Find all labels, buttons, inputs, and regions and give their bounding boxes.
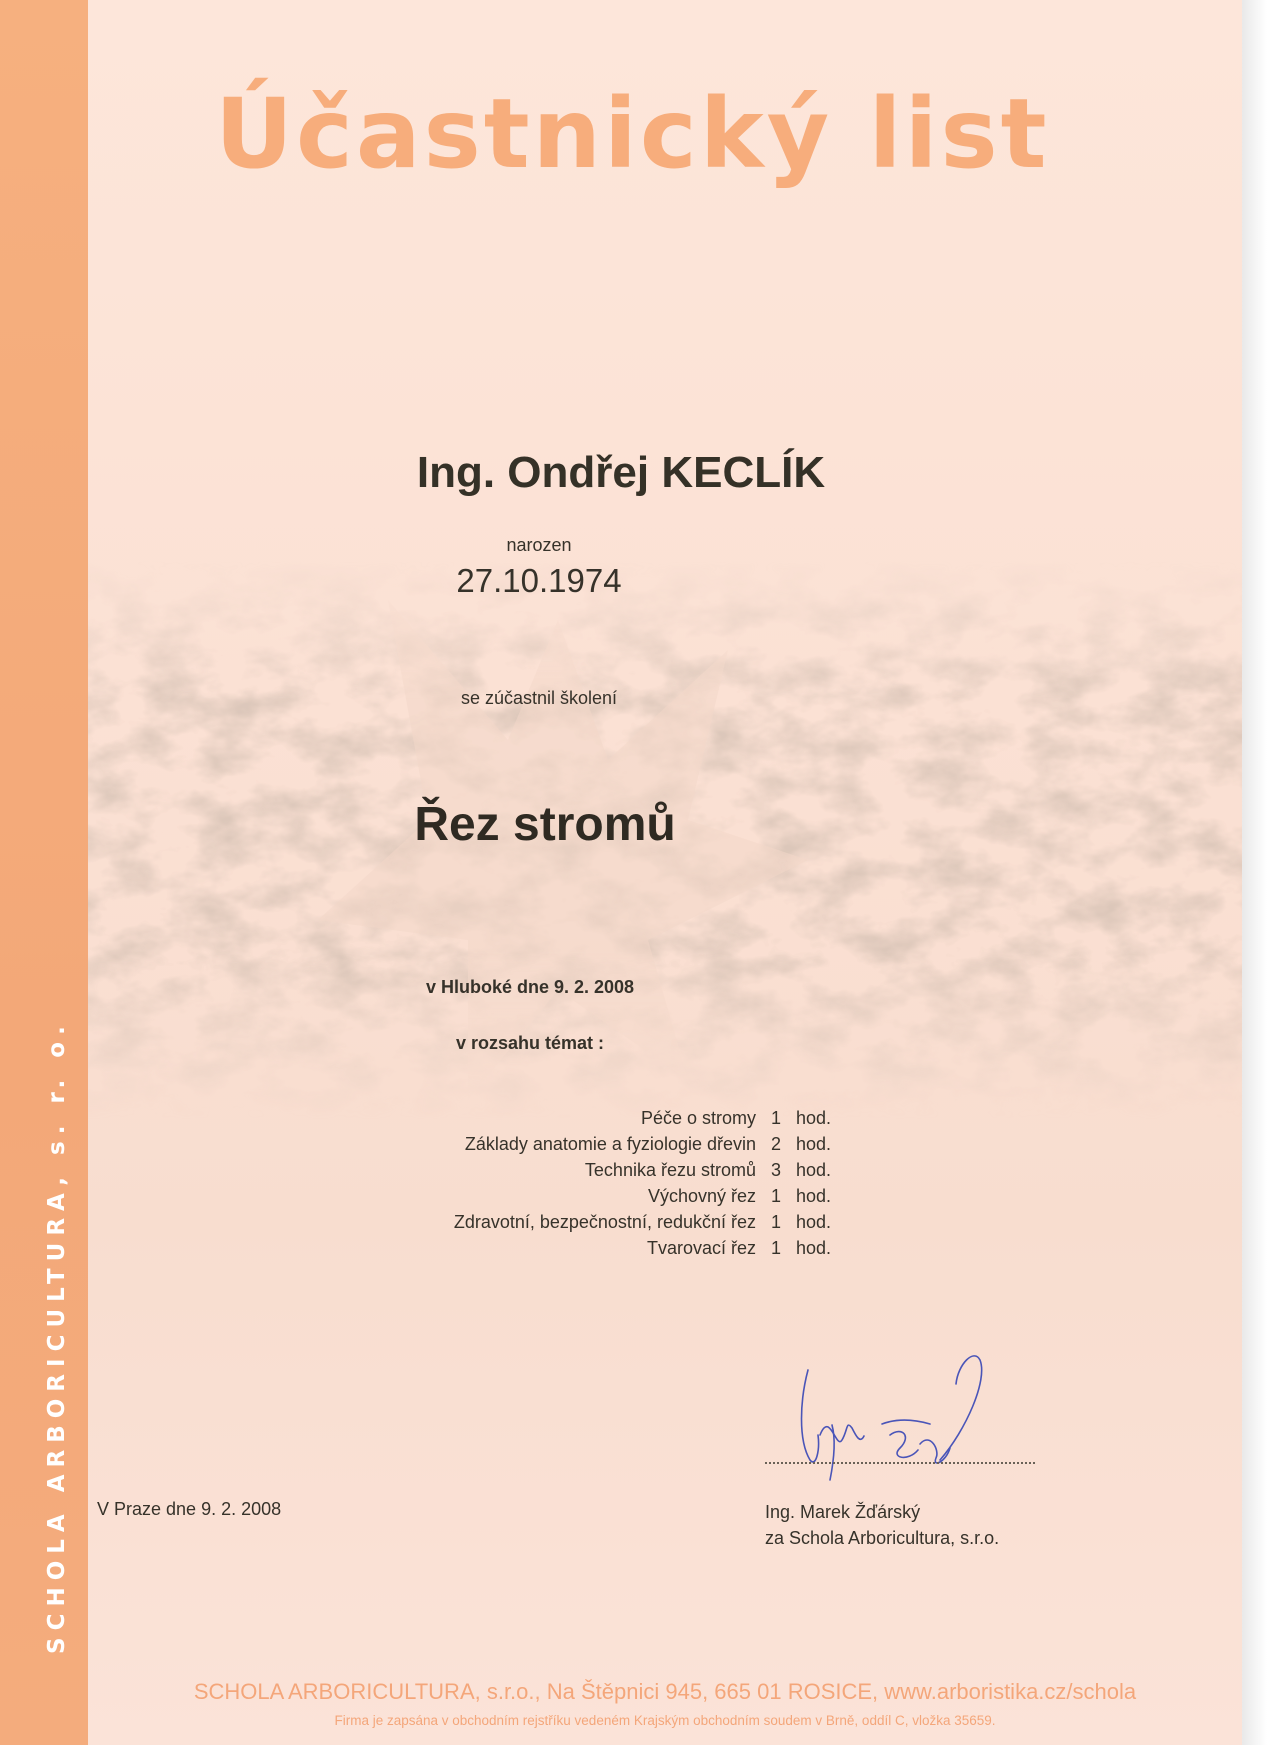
sidebar-company-text: SCHOLA ARBORICULTURA, s. r. o. bbox=[44, 1019, 70, 1654]
document-title: Účastnický list bbox=[215, 78, 1050, 190]
signature-line bbox=[765, 1462, 1035, 1464]
topic-hours: 1 bbox=[770, 1237, 781, 1258]
topic-unit: hod. bbox=[796, 1133, 832, 1154]
topic-hours: 2 bbox=[770, 1133, 781, 1154]
topic-name: Zdravotní, bezpečnostní, redukční řez bbox=[453, 1211, 756, 1232]
issued-place-date: V Praze dne 9. 2. 2008 bbox=[97, 1499, 282, 1519]
topic-unit: hod. bbox=[796, 1211, 832, 1232]
orange-sidebar bbox=[0, 0, 88, 1745]
topic-name: Tvarovací řez bbox=[646, 1237, 756, 1258]
topic-unit: hod. bbox=[796, 1107, 832, 1128]
footer-registration: Firma je zapsána v obchodním rejstříku vedeném Krajským obchodním soudem v Brně, oddíl C, vložka 35659. bbox=[334, 1713, 996, 1728]
born-date: 27.10.1974 bbox=[456, 562, 622, 599]
signatory-org: za Schola Arboricultura, s.r.o. bbox=[765, 1528, 1000, 1548]
attended-text: se zúčastnil školení bbox=[460, 688, 618, 708]
topic-hours: 1 bbox=[770, 1211, 781, 1232]
table-row bbox=[360, 1209, 856, 1235]
scan-edge bbox=[1242, 0, 1267, 1745]
topic-unit: hod. bbox=[796, 1159, 832, 1180]
signatory-block bbox=[765, 1499, 999, 1551]
table-row bbox=[360, 1235, 856, 1261]
handwritten-signature bbox=[790, 1340, 1010, 1490]
topic-name: Základy anatomie a fyziologie dřevin bbox=[464, 1133, 756, 1154]
topics-label: v rozsahu témat : bbox=[455, 1033, 605, 1053]
course-place-date: v Hluboké dne 9. 2. 2008 bbox=[425, 977, 635, 997]
table-row bbox=[360, 1183, 856, 1209]
topic-name: Péče o stromy bbox=[640, 1107, 756, 1128]
topic-unit: hod. bbox=[796, 1237, 832, 1258]
topic-hours: 1 bbox=[770, 1185, 781, 1206]
topic-name: Výchovný řez bbox=[647, 1185, 756, 1206]
topic-name: Technika řezu stromů bbox=[584, 1159, 756, 1180]
footer-address: SCHOLA ARBORICULTURA, s.r.o., Na Štěpnici 945, 665 01 ROSICE, www.arboristika.cz/schola bbox=[193, 1679, 1137, 1704]
signatory-name: Ing. Marek Žďárský bbox=[765, 1502, 921, 1522]
topic-hours: 3 bbox=[770, 1159, 781, 1180]
topic-hours: 1 bbox=[770, 1107, 781, 1128]
table-row bbox=[360, 1157, 856, 1183]
participant-name: Ing. Ondřej KECLÍK bbox=[416, 448, 826, 497]
course-name: Řez stromů bbox=[414, 798, 676, 851]
born-label: narozen bbox=[506, 535, 572, 555]
topic-unit: hod. bbox=[796, 1185, 832, 1206]
table-row bbox=[360, 1105, 856, 1131]
topics-table bbox=[360, 1105, 856, 1261]
table-row bbox=[360, 1131, 856, 1157]
